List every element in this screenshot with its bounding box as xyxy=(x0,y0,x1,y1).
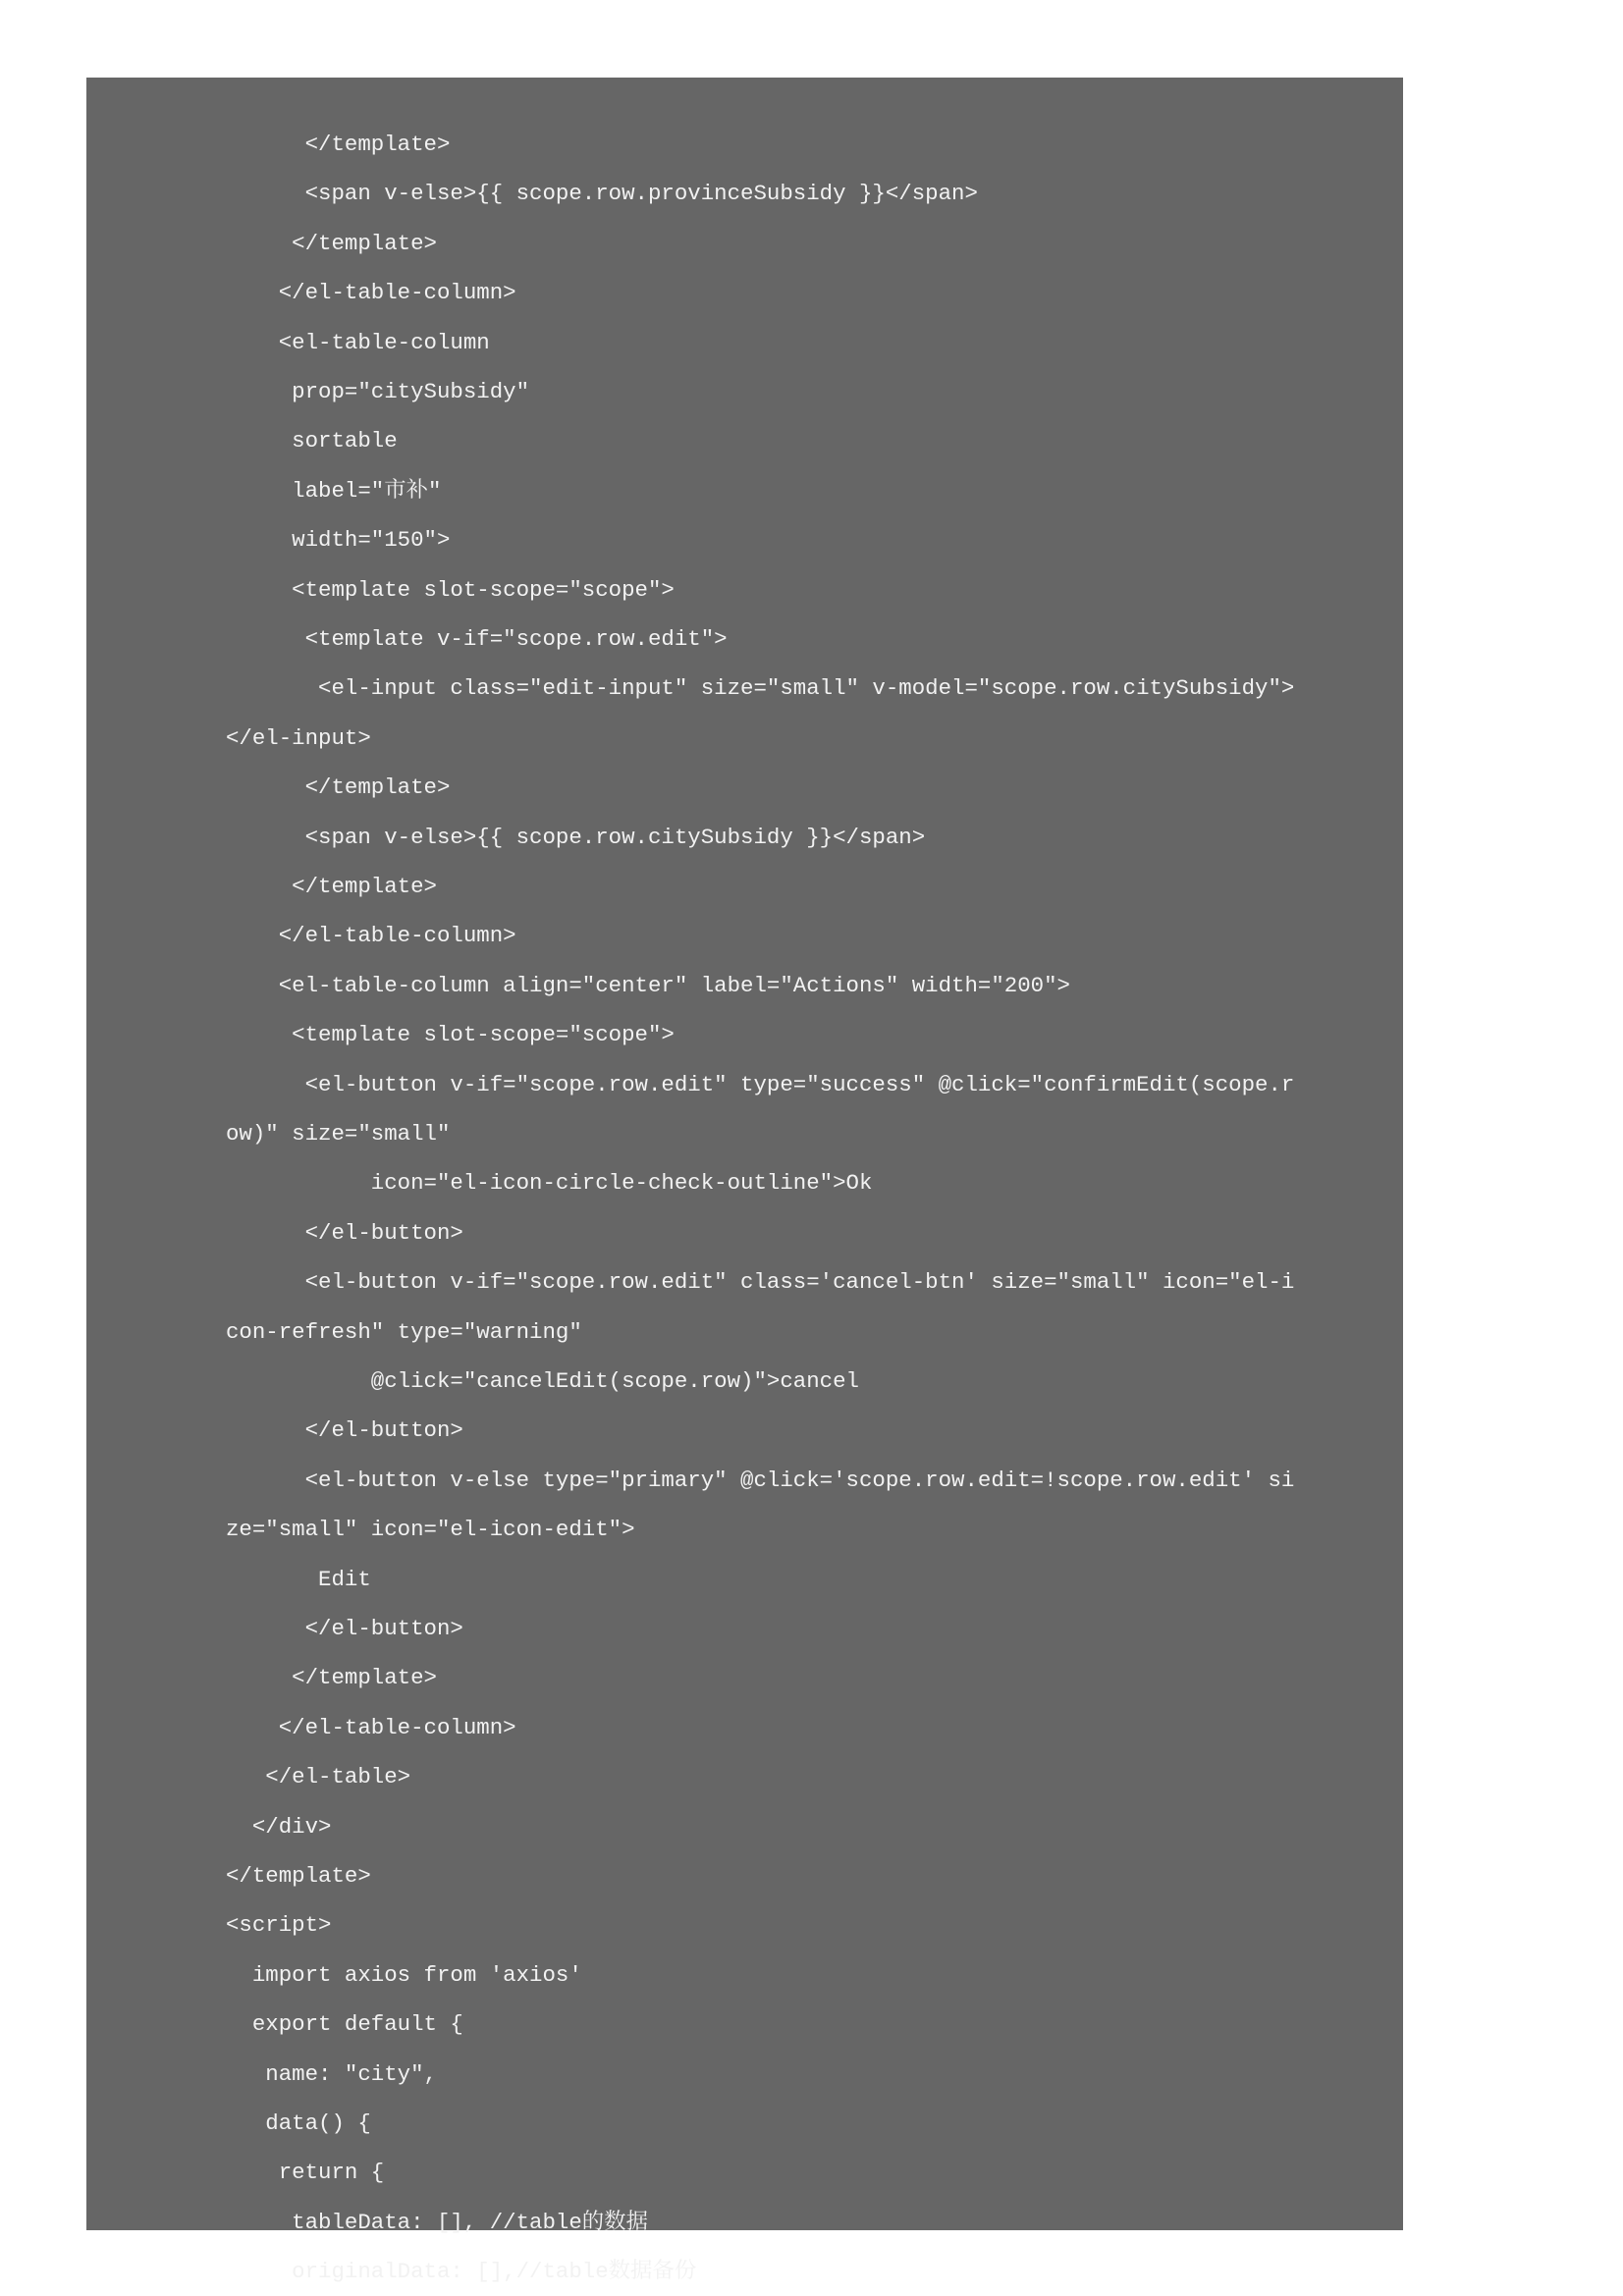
code-line: sortable xyxy=(226,428,398,454)
code-line: prop="citySubsidy" xyxy=(226,379,530,404)
code-line: </el-button> xyxy=(226,1219,463,1246)
code-line: <template slot-scope="scope"> xyxy=(226,576,675,603)
code-line: </template> xyxy=(226,132,451,157)
code-line: icon="el-icon-circle-check-outline">Ok xyxy=(226,1170,873,1197)
code-line: <span v-else>{{ scope.row.provinceSubsidy }}</span> xyxy=(226,181,978,207)
code-line: </template> xyxy=(226,774,451,801)
code-line: <el-table-column align="center" label="Actions" width="200"> xyxy=(226,972,1070,998)
code-line: <el-button v-else type="primary" @click='scope.row.edit=!scope.row.edit' si xyxy=(226,1467,1295,1493)
code-line: <el-button v-if="scope.row.edit" class='cancel-btn' size="small" icon="el-i xyxy=(226,1269,1295,1296)
code-line: </template> xyxy=(226,874,437,899)
code-line: </el-table-column> xyxy=(226,1714,516,1740)
code-line: <span v-else>{{ scope.row.citySubsidy }}</span> xyxy=(226,824,926,850)
code-line: import axios from 'axios' xyxy=(226,1961,582,1988)
code-line: <script> xyxy=(226,1912,332,1939)
code-line: </el-button> xyxy=(226,1616,463,1641)
code-line: label="市补" xyxy=(226,477,442,504)
code-line: <el-input class="edit-input" size="small" v-model="scope.row.citySubsidy"> xyxy=(226,675,1295,702)
code-line: ow)" size="small" xyxy=(226,1121,451,1147)
code-line: </el-input> xyxy=(226,724,371,751)
code-line: name: "city", xyxy=(226,2060,437,2087)
code-line: <template slot-scope="scope"> xyxy=(226,1022,675,1048)
code-line: </el-button> xyxy=(226,1417,463,1444)
code-line: data() { xyxy=(226,2110,371,2136)
code-line: Edit xyxy=(226,1566,371,1592)
code-line: </div> xyxy=(226,1813,332,1840)
code-line: <el-button v-if="scope.row.edit" type="success" @click="confirmEdit(scope.r xyxy=(226,1071,1295,1097)
code-line: con-refresh" type="warning" xyxy=(226,1318,582,1345)
code-line: export default { xyxy=(226,2011,463,2038)
code-line: </el-table-column> xyxy=(226,923,516,949)
code-line: originalData: [],//table数据备份 xyxy=(226,2259,697,2285)
code-line: <template v-if="scope.row.edit"> xyxy=(226,626,728,652)
code-line: return { xyxy=(226,2160,385,2186)
code-line: width="150"> xyxy=(226,527,451,554)
code-line: tableData: [], //table的数据 xyxy=(226,2209,648,2235)
code-line: </el-table> xyxy=(226,1764,411,1790)
code-line: </template> xyxy=(226,230,437,256)
code-line: </el-table-column> xyxy=(226,280,516,306)
code-line: </template> xyxy=(226,1665,437,1691)
code-line: @click="cancelEdit(scope.row)">cancel xyxy=(226,1368,859,1394)
code-block xyxy=(86,78,1403,2285)
code-line: </template> xyxy=(226,1863,371,1889)
code-line: ze="small" icon="el-icon-edit"> xyxy=(226,1517,635,1543)
code-line: <el-table-column xyxy=(226,329,490,355)
